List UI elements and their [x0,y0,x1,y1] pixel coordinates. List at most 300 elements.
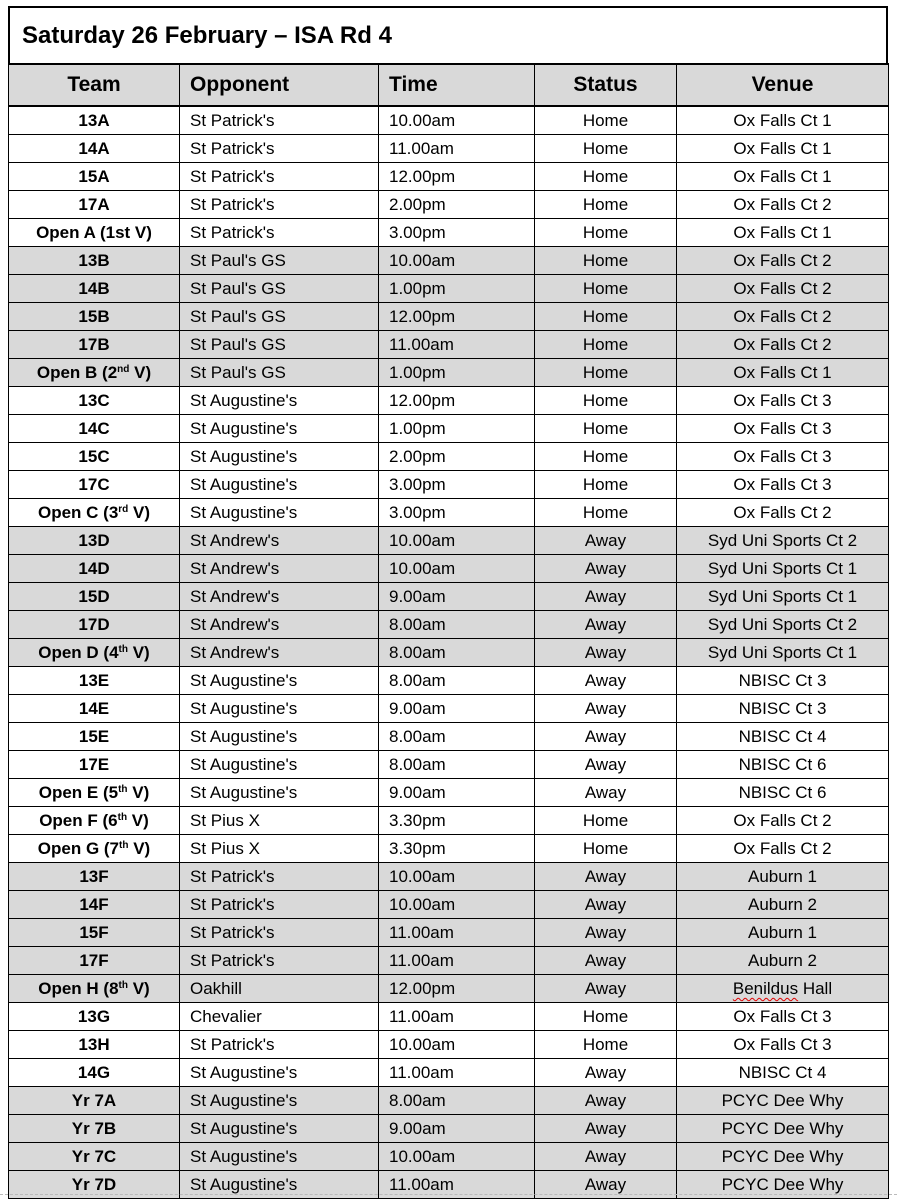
status-cell [535,331,677,359]
opponent-cell [180,303,379,331]
opponent-text: St Augustine's [190,475,298,494]
table-row [9,947,889,975]
time-cell [379,303,535,331]
table-row [9,163,889,191]
status-cell [535,975,677,1003]
venue-cell [677,919,889,947]
time-text: 8.00am [389,671,446,690]
status-cell [535,611,677,639]
header-opponent: Opponent [180,64,379,106]
status-text: Home [582,1007,629,1026]
venue-cell [677,415,889,443]
header-status: Status [535,64,677,106]
venue-cell [677,359,889,387]
venue-text: Ox Falls Ct 3 [733,391,832,410]
opponent-cell [180,555,379,583]
opponent-cell [180,891,379,919]
time-cell [379,667,535,695]
status-text: Away [584,895,627,914]
opponent-text: St Andrew's [190,615,280,634]
time-text: 9.00am [389,783,446,802]
team-cell [9,779,180,807]
opponent-cell [180,499,379,527]
status-text: Home [582,811,629,830]
venue-rest: Hall [798,979,833,998]
team-label: Yr 7D [71,1175,117,1194]
opponent-text: St Augustine's [190,783,298,802]
team-label: 15C [78,447,110,466]
opponent-text: St Andrew's [190,531,280,550]
status-text: Away [584,1147,627,1166]
venue-text: Ox Falls Ct 2 [733,195,832,214]
venue-cell [677,863,889,891]
team-cell [9,471,180,499]
team-label: 15E [78,727,110,746]
status-text: Home [582,503,629,522]
opponent-text: St Augustine's [190,755,298,774]
time-text: 10.00am [389,867,456,886]
time-text: 10.00am [389,559,456,578]
time-text: 9.00am [389,1119,446,1138]
time-cell [379,611,535,639]
venue-cell [677,835,889,863]
time-cell [379,387,535,415]
opponent-text: St Patrick's [190,951,275,970]
status-cell [535,247,677,275]
table-row [9,1059,889,1087]
time-cell [379,1087,535,1115]
opponent-cell [180,667,379,695]
team-label: 13D [78,531,110,550]
opponent-cell [180,106,379,135]
team-label: 14D [78,559,110,578]
venue-cell [677,1031,889,1059]
venue-cell [677,639,889,667]
status-text: Away [584,867,627,886]
opponent-text: St Patrick's [190,923,275,942]
status-cell [535,303,677,331]
table-row [9,1031,889,1059]
venue-text: NBISC Ct 6 [738,783,827,802]
header-row [9,64,889,106]
team-cell [9,1031,180,1059]
venue-cell [677,331,889,359]
team-label-end: V) [127,783,150,802]
status-cell [535,219,677,247]
venue-text: Auburn 2 [748,895,817,914]
venue-text: NBISC Ct 3 [738,699,827,718]
team-cell [9,639,180,667]
team-cell [9,667,180,695]
opponent-text: St Augustine's [190,1147,298,1166]
opponent-cell [180,1031,379,1059]
status-cell [535,863,677,891]
status-text: Home [582,307,629,326]
status-text: Away [584,783,627,802]
status-text: Away [584,1091,627,1110]
venue-cell [677,779,889,807]
status-text: Home [582,251,629,270]
spellcheck-flagged-word[interactable]: Benildus [732,979,799,998]
venue-cell [677,135,889,163]
opponent-text: St Patrick's [190,895,275,914]
team-label: Open F (6 [39,811,118,830]
venue-cell [677,723,889,751]
opponent-cell [180,807,379,835]
table-row [9,751,889,779]
venue-text: Syd Uni Sports Ct 2 [707,615,858,634]
team-label: 15F [79,923,109,942]
team-cell [9,303,180,331]
venue-cell [677,275,889,303]
time-text: 8.00am [389,727,446,746]
opponent-text: St Paul's GS [190,251,286,270]
team-cell [9,106,180,135]
team-cell [9,751,180,779]
team-label: 14F [79,895,109,914]
opponent-text: St Andrew's [190,587,280,606]
time-text: 9.00am [389,699,446,718]
team-cell [9,555,180,583]
time-text: 10.00am [389,531,456,550]
status-cell [535,387,677,415]
opponent-text: St Paul's GS [190,279,286,298]
opponent-cell [180,247,379,275]
team-cell [9,891,180,919]
venue-cell [677,219,889,247]
time-text: 10.00am [389,895,456,914]
opponent-cell [180,835,379,863]
team-label: 15A [78,167,110,186]
status-cell [535,1031,677,1059]
team-cell [9,807,180,835]
fixtures-table [8,63,889,1199]
status-text: Away [584,755,627,774]
status-text: Away [584,587,627,606]
time-cell [379,106,535,135]
page-boundary-line [0,1194,897,1195]
team-label: Open G (7 [37,839,120,858]
time-cell [379,919,535,947]
status-cell [535,947,677,975]
opponent-cell [180,1003,379,1031]
team-cell [9,1059,180,1087]
time-text: 1.00pm [389,279,446,298]
status-cell [535,919,677,947]
status-text: Away [584,671,627,690]
team-cell [9,163,180,191]
time-cell [379,527,535,555]
team-cell [9,135,180,163]
venue-text: Ox Falls Ct 3 [733,475,832,494]
venue-text: Ox Falls Ct 2 [733,839,832,858]
venue-text: Ox Falls Ct 1 [733,139,832,158]
team-label: 13A [78,111,110,130]
time-text: 10.00am [389,111,456,130]
table-row [9,583,889,611]
opponent-text: St Patrick's [190,111,275,130]
opponent-cell [180,471,379,499]
venue-text: Auburn 2 [748,951,817,970]
status-text: Home [582,167,629,186]
team-cell [9,1115,180,1143]
time-cell [379,359,535,387]
opponent-cell [180,163,379,191]
venue-text: NBISC Ct 4 [738,1063,827,1082]
ordinal-suffix: th [118,644,128,655]
team-cell [9,583,180,611]
team-label: 17E [78,755,110,774]
time-text: 12.00pm [389,307,456,326]
time-cell [379,863,535,891]
ordinal-suffix: th [119,840,129,851]
ordinal-suffix: th [117,812,128,823]
table-row [9,527,889,555]
team-cell [9,275,180,303]
team-label: 17C [78,475,110,494]
venue-cell [677,106,889,135]
team-cell [9,863,180,891]
opponent-cell [180,135,379,163]
venue-cell [677,387,889,415]
table-row [9,891,889,919]
status-text: Away [584,699,627,718]
venue-text: NBISC Ct 3 [738,671,827,690]
venue-cell [677,1003,889,1031]
opponent-cell [180,639,379,667]
venue-text: Ox Falls Ct 1 [733,167,832,186]
table-row [9,835,889,863]
time-cell [379,835,535,863]
team-label: 13E [78,671,110,690]
table-row [9,779,889,807]
table-row [9,499,889,527]
opponent-cell [180,919,379,947]
venue-text: NBISC Ct 6 [738,755,827,774]
opponent-text: Chevalier [190,1007,262,1026]
opponent-text: Oakhill [190,979,242,998]
status-text: Away [584,559,627,578]
table-row [9,639,889,667]
opponent-text: St Paul's GS [190,363,286,382]
status-cell [535,751,677,779]
table-row [9,443,889,471]
status-text: Away [584,923,627,942]
time-text: 1.00pm [389,419,446,438]
time-text: 11.00am [389,951,454,970]
team-label: Open B (2 [36,363,118,382]
venue-cell [677,191,889,219]
opponent-cell [180,863,379,891]
team-cell [9,723,180,751]
time-cell [379,723,535,751]
table-row [9,415,889,443]
venue-text: NBISC Ct 4 [738,727,827,746]
opponent-text: St Augustine's [190,391,298,410]
time-text: 11.00am [389,923,454,942]
status-text: Home [582,363,629,382]
opponent-text: St Patrick's [190,1035,275,1054]
opponent-cell [180,219,379,247]
opponent-text: St Augustine's [190,447,298,466]
venue-text: Syd Uni Sports Ct 1 [707,587,858,606]
status-text: Away [584,615,627,634]
venue-cell [677,1087,889,1115]
time-cell [379,499,535,527]
team-cell [9,415,180,443]
venue-cell [677,751,889,779]
opponent-text: St Patrick's [190,167,275,186]
table-row [9,723,889,751]
opponent-cell [180,275,379,303]
status-text: Away [584,1175,627,1194]
venue-text: PCYC Dee Why [721,1147,844,1166]
venue-cell [677,247,889,275]
table-row [9,1115,889,1143]
venue-text: PCYC Dee Why [721,1091,844,1110]
table-row [9,975,889,1003]
time-cell [379,1031,535,1059]
opponent-text: St Andrew's [190,643,280,662]
venue-cell [677,583,889,611]
team-label: 17B [78,335,110,354]
status-cell [535,191,677,219]
venue-cell [677,443,889,471]
team-cell [9,387,180,415]
time-text: 8.00am [389,755,446,774]
ordinal-suffix: th [118,980,128,991]
table-row [9,247,889,275]
venue-text: Ox Falls Ct 3 [733,419,832,438]
team-label: 13H [78,1035,110,1054]
status-text: Home [582,391,629,410]
header-time: Time [379,64,535,106]
team-label: 14G [77,1063,111,1082]
time-cell [379,695,535,723]
table-row [9,667,889,695]
status-cell [535,835,677,863]
venue-cell [677,471,889,499]
team-label: 14E [78,699,110,718]
status-text: Home [582,195,629,214]
table-row [9,863,889,891]
status-text: Home [582,475,629,494]
team-label: 17A [78,195,110,214]
team-label: 13C [78,391,110,410]
table-row [9,387,889,415]
time-cell [379,1059,535,1087]
opponent-cell [180,723,379,751]
time-cell [379,135,535,163]
status-text: Away [584,531,627,550]
time-cell [379,947,535,975]
status-cell [535,359,677,387]
venue-cell [677,163,889,191]
time-text: 10.00am [389,251,456,270]
team-label: Open A (1st V) [36,223,152,242]
time-cell [379,191,535,219]
venue-cell [677,611,889,639]
header-team: Team [9,64,180,106]
opponent-text: St Augustine's [190,1119,298,1138]
venue-text: Ox Falls Ct 3 [733,1035,832,1054]
team-label-end: V) [128,839,151,858]
opponent-cell [180,1143,379,1171]
table-row [9,331,889,359]
venue-text [733,979,832,998]
status-cell [535,695,677,723]
venue-text: Auburn 1 [748,867,817,886]
team-label: 14A [78,139,110,158]
team-cell [9,443,180,471]
team-label: Yr 7B [71,1119,117,1138]
venue-cell [677,807,889,835]
venue-text: Ox Falls Ct 2 [733,251,832,270]
team-label-end: V) [129,363,152,382]
status-cell [535,1143,677,1171]
opponent-cell [180,1059,379,1087]
venue-text: PCYC Dee Why [721,1119,844,1138]
venue-cell [677,947,889,975]
venue-cell [677,975,889,1003]
team-label: Open H (8 [38,979,119,998]
team-cell [9,975,180,1003]
table-row [9,695,889,723]
team-label: 14B [78,279,110,298]
opponent-cell [180,975,379,1003]
team-label-end: V) [127,811,149,830]
team-label: 13G [77,1007,111,1026]
time-text: 3.30pm [389,811,446,830]
time-cell [379,219,535,247]
team-label-end: V) [128,503,151,522]
status-text: Away [584,951,627,970]
status-cell [535,667,677,695]
time-cell [379,1003,535,1031]
table-row [9,1087,889,1115]
venue-text: Auburn 1 [748,923,817,942]
venue-text: Ox Falls Ct 1 [733,223,832,242]
opponent-text: St Pius X [190,811,260,830]
opponent-text: St Augustine's [190,671,298,690]
status-cell [535,471,677,499]
opponent-cell [180,1087,379,1115]
status-cell [535,555,677,583]
status-text: Home [582,223,629,242]
opponent-text: St Augustine's [190,699,298,718]
table-row [9,807,889,835]
team-label: Yr 7A [71,1091,117,1110]
time-cell [379,275,535,303]
opponent-text: St Patrick's [190,139,275,158]
time-cell [379,583,535,611]
team-cell [9,191,180,219]
venue-cell [677,555,889,583]
team-cell [9,835,180,863]
time-text: 12.00pm [389,167,456,186]
venue-text: Ox Falls Ct 2 [733,503,832,522]
opponent-text: St Augustine's [190,727,298,746]
opponent-cell [180,695,379,723]
opponent-text: St Patrick's [190,195,275,214]
status-text: Away [584,727,627,746]
opponent-text: St Pius X [190,839,260,858]
venue-cell [677,891,889,919]
team-cell [9,499,180,527]
team-label: 13B [78,251,110,270]
venue-text: Ox Falls Ct 3 [733,447,832,466]
table-row [9,1143,889,1171]
